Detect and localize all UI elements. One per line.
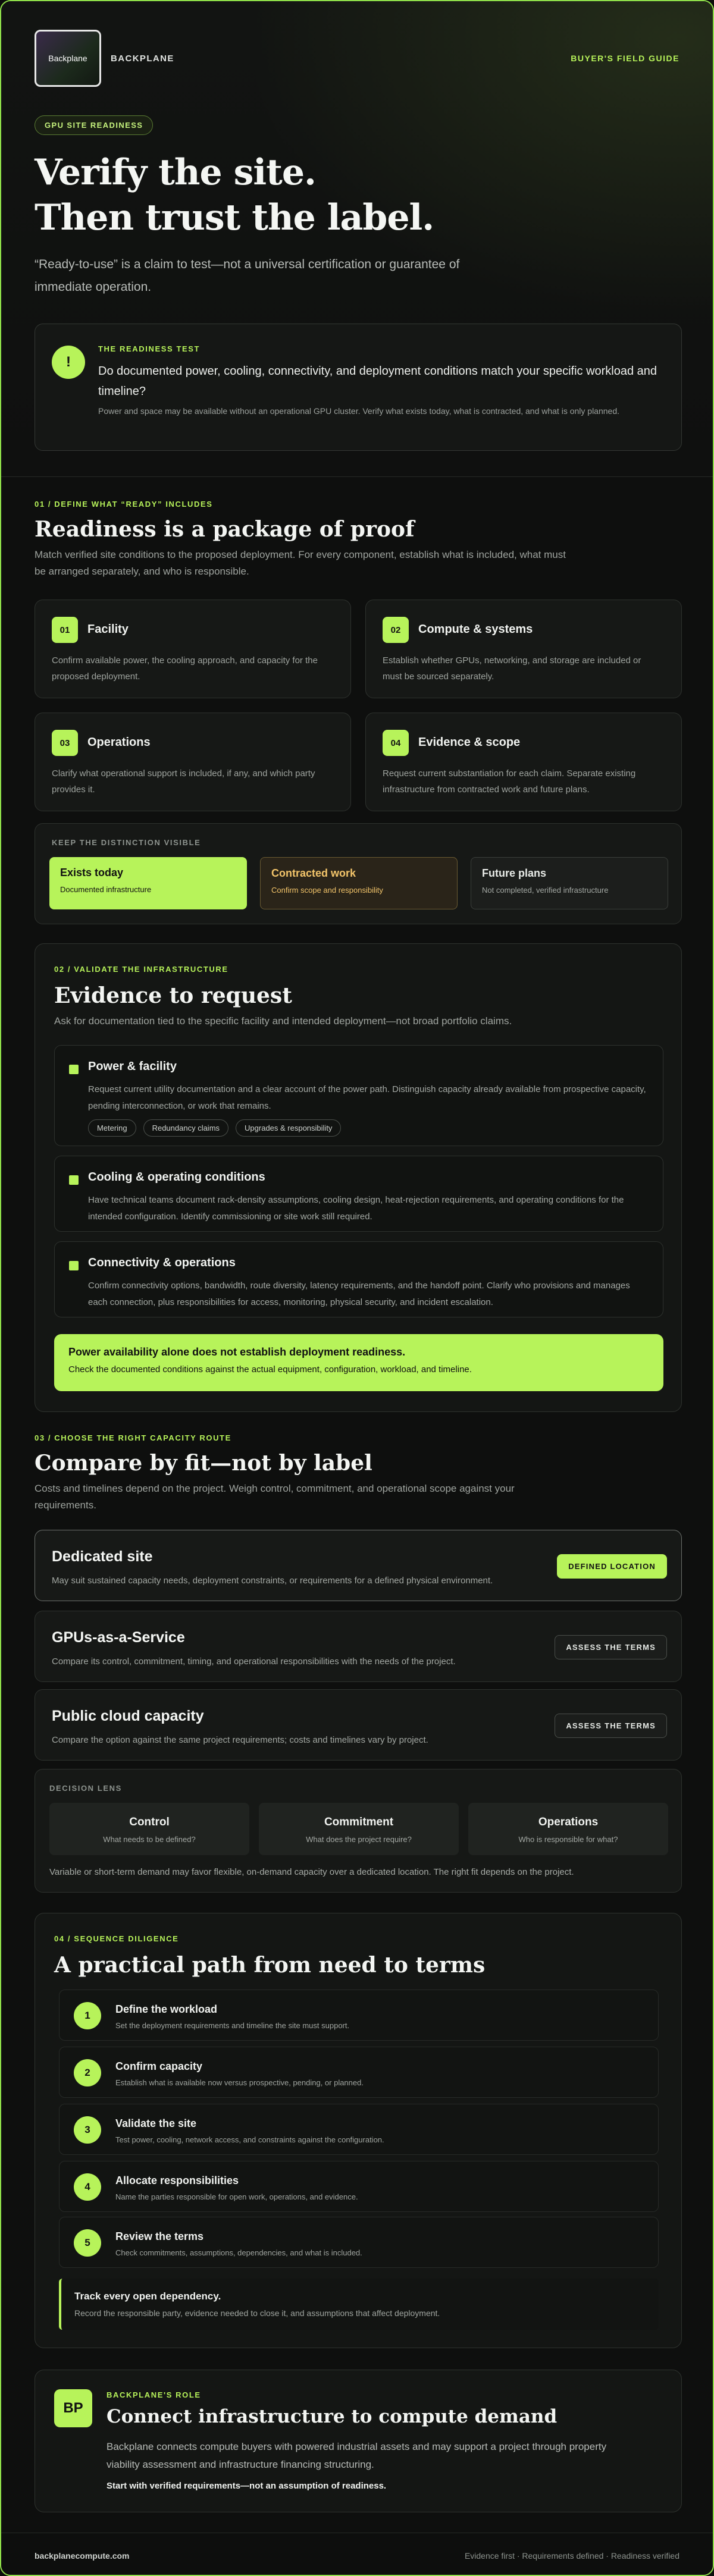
card-number: 01	[52, 617, 78, 643]
card-title: Operations	[87, 736, 151, 749]
section-4-eyebrow: 04 / SEQUENCE DILIGENCE	[54, 1934, 179, 1943]
card-operations	[35, 713, 351, 811]
evidence-power	[54, 1045, 663, 1146]
card-number: 04	[383, 730, 409, 756]
card-title: Facility	[87, 623, 129, 636]
top-bar	[35, 30, 679, 87]
route-gpus-as-a-service[interactable]	[35, 1611, 682, 1682]
decision-lens-panel	[35, 1769, 682, 1893]
route-text: Compare its control, commitment, timing, and operational responsibilities with the needs of the project.	[52, 1656, 456, 1667]
step-text: Name the parties responsible for open work, operations, and evidence.	[115, 2192, 358, 2201]
hero-lede: “Ready-to-use” is a claim to test—not a universal certification or guarantee of immediate operation.	[35, 258, 460, 294]
bp-badge: BP	[54, 2389, 92, 2427]
card-text: Request current substantiation for each claim. Separate existing infrastructure from contracted work and future plans.	[383, 768, 636, 795]
card-text: Establish whether GPUs, networking, and storage are included or must be sourced separately.	[383, 655, 641, 682]
step-title: Validate the site	[115, 2117, 197, 2129]
lens-sub: What needs to be defined?	[103, 1835, 196, 1844]
evidence-panel	[35, 943, 682, 1412]
hero-title	[35, 150, 434, 240]
assess-terms-button[interactable]: ASSESS THE TERMS	[555, 1714, 667, 1738]
readiness-test-card	[35, 324, 682, 451]
assess-terms-button[interactable]: ASSESS THE TERMS	[555, 1635, 667, 1659]
diligence-panel	[35, 1913, 682, 2348]
card-evidence	[365, 713, 682, 811]
role-statement: Start with verified requirements—not an assumption of readiness.	[107, 2481, 387, 2491]
evidence-text: Request current utility documentation and a clear account of the power path. Distinguish capacity already available from prospective capacity, pending interconnection, or work that remains.	[88, 1084, 646, 1111]
brand[interactable]	[35, 30, 174, 87]
guide-label: BUYER'S FIELD GUIDE	[571, 54, 679, 63]
open-dependency-note	[59, 2279, 659, 2330]
step-item	[59, 2217, 659, 2268]
footer	[1, 2533, 713, 2576]
lens-sub: What does the project require?	[306, 1835, 412, 1844]
readiness-cards	[35, 600, 682, 811]
lens-title: Control	[129, 1816, 170, 1828]
box-title: Contracted work	[271, 867, 356, 879]
step-title: Confirm capacity	[115, 2060, 203, 2072]
topic-pill: GPU SITE READINESS	[35, 115, 153, 135]
exists-today-box	[49, 857, 247, 909]
evidence-title: Connectivity & operations	[88, 1256, 236, 1269]
bullet-square-icon	[69, 1261, 79, 1270]
step-text: Check commitments, assumptions, dependencies, and what is included.	[115, 2248, 362, 2257]
step-item	[59, 2161, 659, 2212]
section-1-title: Readiness is a package of proof	[35, 517, 415, 542]
logo-text: Backplane	[48, 54, 87, 63]
section-1-header	[35, 500, 682, 580]
lens-title: Operations	[538, 1816, 599, 1828]
route-title: Dedicated site	[52, 1548, 153, 1565]
step-number: 5	[74, 2229, 101, 2257]
evidence-cooling	[54, 1156, 663, 1232]
evidence-connectivity	[54, 1241, 663, 1317]
section-4-header	[54, 1934, 485, 1978]
note-text: Record the responsible party, evidence needed to close it, and assumptions that affect deployment.	[74, 2308, 440, 2318]
step-number: 1	[74, 2002, 101, 2029]
test-question: Do documented power, cooling, connectivity, and deployment conditions match your specific workload and timeline?	[98, 365, 657, 398]
bullet-square-icon	[69, 1065, 79, 1074]
lens-footnote: Variable or short-term demand may favor flexible, on-demand capacity over a dedicated location. The right fit depends on the project.	[49, 1867, 574, 1877]
card-title: Evidence & scope	[418, 736, 521, 749]
test-note: Power and space may be available without an operational GPU cluster. Verify what exists today, what is contracted, and what is only planned.	[98, 406, 620, 416]
card-text: Confirm available power, the cooling approach, and capacity for the proposed deployment.	[52, 655, 318, 682]
hero-title-line1: Verify the site.	[35, 152, 316, 193]
evidence-text: Confirm connectivity options, bandwidth, route diversity, latency requirements, and the handoff point. Clarify who provisions and manages each connection, plus responsibilities for access, monitoring, physical security, and incident escalation.	[88, 1281, 630, 1307]
card-number: 03	[52, 730, 78, 756]
route-text: Compare the option against the same project requirements; costs and timelines vary by project.	[52, 1735, 428, 1745]
step-number: 3	[74, 2116, 101, 2144]
test-eyebrow: THE READINESS TEST	[98, 344, 201, 353]
lens-operations	[468, 1803, 668, 1855]
route-title: Public cloud capacity	[52, 1708, 204, 1724]
step-number: 4	[74, 2173, 101, 2201]
lens-sub: Who is responsible for what?	[518, 1835, 618, 1844]
section-2-subtitle: Ask for documentation tied to the specific facility and intended deployment—not broad portfolio claims.	[54, 1015, 512, 1027]
lens-control	[49, 1803, 249, 1855]
card-text: Clarify what operational support is included, if any, and which party provides it.	[52, 768, 315, 795]
alert-icon: !	[52, 346, 85, 379]
note-title: Track every open dependency.	[74, 2291, 221, 2302]
lens-commitment	[259, 1803, 459, 1855]
section-3-header	[35, 1433, 682, 1514]
tag-list	[88, 1119, 341, 1137]
section-4-title: A practical path from need to terms	[54, 1953, 486, 1978]
card-compute	[365, 600, 682, 698]
card-title: Compute & systems	[418, 623, 533, 636]
brand-name: BACKPLANE	[111, 53, 174, 64]
tag-chip: Redundancy claims	[143, 1119, 228, 1137]
tag-chip: Metering	[88, 1119, 136, 1137]
power-callout	[54, 1334, 663, 1391]
step-title: Allocate responsibilities	[115, 2175, 239, 2186]
step-title: Review the terms	[115, 2230, 204, 2242]
evidence-title: Cooling & operating conditions	[88, 1171, 265, 1184]
section-2-title: Evidence to request	[54, 983, 292, 1008]
footer-tagline: Evidence first · Requirements defined · Readiness verified	[464, 2551, 679, 2561]
step-item	[59, 2047, 659, 2098]
step-item	[59, 1990, 659, 2041]
hero-title-line2: Then trust the label.	[35, 197, 434, 239]
tag-chip: Upgrades & responsibility	[236, 1119, 341, 1137]
callout-text: Check the documented conditions against the actual equipment, configuration, workload, and timeline.	[68, 1364, 472, 1375]
card-number: 02	[383, 617, 409, 643]
lens-title: Commitment	[324, 1816, 394, 1828]
step-item	[59, 2104, 659, 2155]
box-sub: Not completed, verified infrastructure	[482, 886, 609, 895]
route-title: GPUs-as-a-Service	[52, 1629, 185, 1646]
route-text: May suit sustained capacity needs, deployment constraints, or requirements for a defined physical environment.	[52, 1576, 493, 1586]
distinction-eyebrow: KEEP THE DISTINCTION VISIBLE	[52, 838, 201, 847]
callout-title: Power availability alone does not establish deployment readiness.	[68, 1346, 406, 1358]
defined-location-button[interactable]: DEFINED LOCATION	[557, 1554, 667, 1579]
future-plans-box	[471, 857, 668, 909]
role-eyebrow: BACKPLANE'S ROLE	[107, 2390, 201, 2399]
box-title: Future plans	[482, 867, 547, 879]
box-title: Exists today	[60, 867, 124, 878]
evidence-title: Power & facility	[88, 1060, 177, 1073]
card-facility	[35, 600, 351, 698]
lens-eyebrow: DECISION LENS	[49, 1784, 122, 1793]
section-2-header	[54, 964, 512, 1030]
step-text: Test power, cooling, network access, and constraints against the configuration.	[115, 2135, 384, 2144]
step-text: Set the deployment requirements and timeline the site must support.	[115, 2021, 350, 2030]
footer-domain-link[interactable]: backplanecompute.com	[35, 2551, 130, 2561]
box-sub: Confirm scope and responsibility	[271, 886, 383, 895]
box-sub: Documented infrastructure	[60, 885, 152, 894]
contracted-work-box	[260, 857, 458, 909]
evidence-text: Have technical teams document rack-density assumptions, cooling design, heat-rejection requirements, and operating conditions for the intended configuration. Identify commissioning or site work still required.	[88, 1195, 624, 1222]
route-dedicated-site[interactable]	[35, 1530, 682, 1601]
step-number: 2	[74, 2059, 101, 2086]
role-title: Connect infrastructure to compute demand	[107, 2406, 558, 2427]
hero-section	[1, 1, 713, 477]
brand-logo[interactable]	[35, 30, 101, 87]
step-title: Define the workload	[115, 2003, 218, 2015]
route-public-cloud[interactable]	[35, 1689, 682, 1761]
section-1-eyebrow: 01 / DEFINE WHAT “READY” INCLUDES	[35, 500, 213, 509]
bullet-square-icon	[69, 1175, 79, 1185]
section-3-subtitle: Costs and timelines depend on the project. Weigh control, commitment, and operational scope against your requirements.	[35, 1483, 515, 1511]
section-3-eyebrow: 03 / CHOOSE THE RIGHT CAPACITY ROUTE	[35, 1433, 231, 1442]
backplane-role-panel	[35, 2370, 682, 2512]
distinction-panel	[35, 823, 682, 924]
section-2-eyebrow: 02 / VALIDATE THE INFRASTRUCTURE	[54, 965, 228, 974]
section-1-subtitle: Match verified site conditions to the proposed deployment. For every component, establish what is included, what must be arranged separately, and who is responsible.	[35, 549, 566, 577]
step-text: Establish what is available now versus prospective, pending, or planned.	[115, 2078, 364, 2087]
role-text: Backplane connects compute buyers with powered industrial assets and may support a project through property viability assessment and infrastructure financing structuring.	[107, 2441, 607, 2470]
section-3-title: Compare by fit—not by label	[35, 1451, 372, 1476]
